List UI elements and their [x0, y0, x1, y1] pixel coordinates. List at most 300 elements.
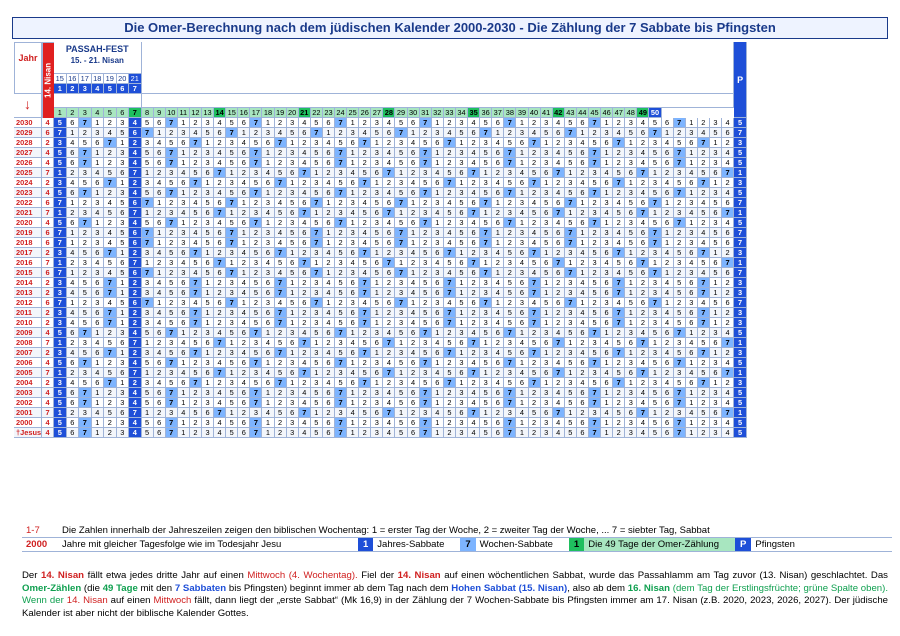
weekday-cell: 7 — [420, 118, 432, 128]
weekday-cell: 7 — [311, 198, 323, 208]
omer-day-header: 25 — [347, 108, 359, 118]
weekday-cell: 6 — [238, 158, 250, 168]
weekday-cell: 7 — [79, 418, 92, 428]
weekday-cell: 6 — [238, 388, 250, 398]
weekday-cell: 5 — [420, 248, 432, 258]
weekday-cell: 5 — [480, 428, 492, 438]
weekday-cell: 3 — [142, 318, 154, 328]
weekday-cell: 3 — [54, 248, 67, 258]
weekday-cell: 4 — [154, 378, 166, 388]
weekday-cell: 1 — [54, 338, 67, 348]
weekday-cell: 3 — [347, 228, 359, 238]
weekday-cell: 7 — [190, 248, 202, 258]
weekday-cell: 2 — [662, 208, 674, 218]
weekday-cell: 3 — [565, 178, 577, 188]
year-cell: 2019 — [14, 228, 42, 238]
weekday-cell: 2 — [67, 208, 80, 218]
weekday-cell: 1 — [117, 308, 130, 318]
weekday-cell: 6 — [371, 368, 383, 378]
weekday-cell: 4 — [299, 428, 311, 438]
weekday-cell: 6 — [323, 398, 335, 408]
weekday-cell: 7 — [553, 368, 565, 378]
weekday-cell: 6 — [92, 178, 105, 188]
weekday-cell: 4 — [698, 268, 710, 278]
weekday-cell: 3 — [432, 228, 444, 238]
weekday-cell: 2 — [420, 228, 432, 238]
weekday-cell: 1 — [371, 288, 383, 298]
weekday-cell: 6 — [408, 358, 420, 368]
weekday-cell: 5 — [226, 188, 238, 198]
weekday-cell: 7 — [359, 308, 371, 318]
weekday-cell: 6 — [154, 118, 166, 128]
weekday-cell: 7 — [166, 158, 178, 168]
weekday-cell: 3 — [456, 158, 468, 168]
weekday-cell: 6 — [92, 308, 105, 318]
weekday-cell: 6 — [383, 198, 395, 208]
weekday-cell: 6 — [238, 358, 250, 368]
weekday-cell: 7 — [250, 358, 262, 368]
weekday-cell: 1 — [238, 228, 250, 238]
weekday-cell: 7 — [698, 248, 710, 258]
weekday-cell: 5 — [589, 138, 601, 148]
weekday-cell: 6 — [492, 158, 504, 168]
weekday-cell: 2 — [166, 268, 178, 278]
weekday-cell: 6 — [347, 318, 359, 328]
weekday-cell: 7 — [190, 378, 202, 388]
weekday-cell: 1 — [287, 308, 299, 318]
year-cell: 2023 — [14, 188, 42, 198]
weekday-cell: 2 — [166, 228, 178, 238]
weekday-cell: 7 — [335, 158, 347, 168]
omer-day-header: 11 — [178, 108, 190, 118]
weekday-cell: 5 — [734, 118, 747, 128]
weekday-cell: 5 — [104, 208, 117, 218]
weekday-cell: 7 — [335, 118, 347, 128]
weekday-cell: 7 — [468, 208, 480, 218]
weekday-cell: 7 — [166, 218, 178, 228]
weekday-cell: 7 — [129, 208, 142, 218]
weekday-cell: 2 — [613, 188, 625, 198]
weekday-cell: 4 — [214, 118, 226, 128]
weekday-cell: 5 — [444, 368, 456, 378]
weekday-cell: 5 — [166, 138, 178, 148]
weekday-cell: 3 — [178, 238, 190, 248]
weekday-cell: 7 — [444, 138, 456, 148]
weekday-cell: 6 — [516, 278, 528, 288]
omer-day-header: 19 — [275, 108, 287, 118]
weekday-cell: 7 — [335, 388, 347, 398]
weekday-cell: 4 — [299, 358, 311, 368]
weekday-cell: 4 — [637, 148, 649, 158]
weekday-cell: 6 — [238, 118, 250, 128]
weekday-cell: 6 — [262, 318, 274, 328]
weekday-cell: 7 — [250, 418, 262, 428]
weekday-cell: 4 — [516, 368, 528, 378]
weekday-cell: 7 — [468, 338, 480, 348]
weekday-cell: 2 — [129, 318, 142, 328]
weekday-cell: 1 — [565, 368, 577, 378]
weekday-cell: 1 — [577, 298, 589, 308]
weekday-cell: 1 — [117, 318, 130, 328]
weekday-cell: 2 — [275, 148, 287, 158]
weekday-cell: 5 — [311, 358, 323, 368]
weekday-cell: 1 — [202, 278, 214, 288]
weekday-cell: 7 — [359, 138, 371, 148]
weekday-cell: 3 — [541, 188, 553, 198]
weekday-cell: 3 — [142, 278, 154, 288]
weekday-cell: 2 — [214, 378, 226, 388]
weekday-cell: 7 — [529, 308, 541, 318]
weekday-cell: 6 — [492, 218, 504, 228]
weekday-cell: 2 — [674, 268, 686, 278]
weekday-cell: 7 — [214, 168, 226, 178]
weekday-cell: 3 — [54, 178, 67, 188]
weekday-cell: 3 — [686, 298, 698, 308]
weekday-cell: 4 — [516, 408, 528, 418]
weekday-cell: 7 — [275, 378, 287, 388]
weekday-cell: 2 — [166, 298, 178, 308]
weekday-cell: 4 — [275, 238, 287, 248]
weekday-cell: 4 — [190, 268, 202, 278]
weekday-cell: 2 — [613, 398, 625, 408]
passah-day-header: 1 — [54, 84, 67, 94]
weekday-cell: 3 — [335, 408, 347, 418]
weekday-cell: 4 — [698, 128, 710, 138]
weekday-cell: 6 — [238, 398, 250, 408]
weekday-cell: 4 — [613, 268, 625, 278]
weekday-cell: 5 — [565, 418, 577, 428]
year-cell: 2024 — [14, 178, 42, 188]
weekday-cell: 7 — [504, 188, 516, 198]
weekday-cell: 1 — [408, 298, 420, 308]
weekday-cell: 4 — [601, 168, 613, 178]
weekday-cell: 7 — [722, 338, 734, 348]
nisan14-header: 14. Nisan — [42, 42, 54, 118]
weekday-cell: 6 — [625, 258, 637, 268]
weekday-cell: 4 — [154, 278, 166, 288]
weekday-cell: 5 — [79, 138, 92, 148]
weekday-cell: 5 — [275, 338, 287, 348]
weekday-cell: 7 — [129, 338, 142, 348]
weekday-cell: 6 — [601, 308, 613, 318]
weekday-cell: 6 — [154, 328, 166, 338]
omer-day-header: 24 — [335, 108, 347, 118]
weekday-cell: 5 — [287, 298, 299, 308]
weekday-cell: 5 — [335, 288, 347, 298]
weekday-cell: 6 — [178, 378, 190, 388]
weekday-cell: 7 — [104, 318, 117, 328]
nisan14-weekday: 4 — [42, 188, 54, 198]
weekday-cell: 1 — [432, 398, 444, 408]
weekday-cell: 4 — [190, 128, 202, 138]
weekday-cell: 1 — [238, 298, 250, 308]
nisan14-weekday: 4 — [42, 218, 54, 228]
weekday-cell: 1 — [92, 388, 105, 398]
weekday-cell: 4 — [383, 358, 395, 368]
weekday-cell: 4 — [662, 278, 674, 288]
weekday-cell: 2 — [250, 238, 262, 248]
nisan14-weekday: 4 — [42, 428, 54, 438]
weekday-cell: 1 — [262, 418, 274, 428]
weekday-cell: 1 — [178, 418, 190, 428]
weekday-cell: 5 — [734, 418, 747, 428]
weekday-cell: 3 — [541, 388, 553, 398]
text-run: fällt etwa jedes dritte Jahr auf einen — [84, 570, 248, 581]
weekday-cell: 4 — [722, 148, 734, 158]
weekday-cell: 5 — [190, 258, 202, 268]
weekday-cell: 7 — [226, 268, 238, 278]
weekday-cell: 1 — [516, 398, 528, 408]
weekday-cell: 2 — [275, 418, 287, 428]
weekday-cell: 4 — [698, 238, 710, 248]
weekday-cell: 6 — [686, 288, 698, 298]
weekday-cell: 2 — [637, 278, 649, 288]
weekday-cell: 7 — [79, 388, 92, 398]
weekday-cell: 3 — [686, 268, 698, 278]
weekday-cell: 7 — [335, 428, 347, 438]
weekday-cell: 5 — [395, 428, 407, 438]
text-run: , also ab dem — [567, 582, 628, 594]
weekday-cell: 3 — [625, 418, 637, 428]
weekday-cell: 6 — [541, 408, 553, 418]
weekday-cell: 5 — [226, 398, 238, 408]
weekday-cell: 1 — [734, 338, 747, 348]
nisan14-weekday: 2 — [42, 248, 54, 258]
weekday-cell: 4 — [299, 418, 311, 428]
weekday-cell: 5 — [698, 408, 710, 418]
weekday-cell: 1 — [565, 208, 577, 218]
weekday-cell: 5 — [79, 178, 92, 188]
weekday-cell: 7 — [637, 208, 649, 218]
weekday-cell: 3 — [674, 368, 686, 378]
weekday-cell: 5 — [541, 298, 553, 308]
weekday-cell: 1 — [516, 218, 528, 228]
weekday-cell: 4 — [129, 358, 142, 368]
legend-label: Pfingsten — [755, 539, 795, 550]
weekday-cell: 7 — [142, 268, 154, 278]
nisan14-weekday: 2 — [42, 348, 54, 358]
weekday-cell: 6 — [92, 248, 105, 258]
omer-day-header: 35 — [468, 108, 480, 118]
weekday-cell: 7 — [299, 168, 311, 178]
weekday-cell: 2 — [553, 178, 565, 188]
weekday-cell: 7 — [649, 228, 661, 238]
weekday-cell: 3 — [202, 418, 214, 428]
weekday-cell: 3 — [432, 268, 444, 278]
weekday-cell: 1 — [226, 168, 238, 178]
weekday-cell: 4 — [662, 178, 674, 188]
weekday-cell: 7 — [142, 128, 154, 138]
weekday-cell: 5 — [190, 408, 202, 418]
weekday-cell: 4 — [553, 428, 565, 438]
weekday-cell: 7 — [214, 408, 226, 418]
weekday-cell: 3 — [142, 288, 154, 298]
weekday-cell: 5 — [395, 158, 407, 168]
weekday-cell: 4 — [722, 158, 734, 168]
weekday-cell: 6 — [408, 428, 420, 438]
omer-day-header: 34 — [456, 108, 468, 118]
weekday-cell: 7 — [722, 258, 734, 268]
weekday-cell: 4 — [662, 288, 674, 298]
omer-day-header: 43 — [565, 108, 577, 118]
weekday-cell: 1 — [516, 328, 528, 338]
weekday-cell: 4 — [359, 198, 371, 208]
weekday-cell: 7 — [335, 358, 347, 368]
omer-day-header: 49 — [637, 108, 649, 118]
weekday-cell: 3 — [589, 338, 601, 348]
weekday-cell: 4 — [601, 258, 613, 268]
weekday-cell: 7 — [79, 148, 92, 158]
weekday-cell: 3 — [226, 178, 238, 188]
weekday-cell: 7 — [166, 328, 178, 338]
weekday-cell: 1 — [226, 368, 238, 378]
weekday-cell: 6 — [710, 208, 722, 218]
weekday-cell: 5 — [117, 268, 130, 278]
weekday-cell: 6 — [154, 418, 166, 428]
weekday-cell: 7 — [54, 198, 67, 208]
weekday-cell: 7 — [613, 348, 625, 358]
weekday-cell: 3 — [649, 288, 661, 298]
weekday-cell: 7 — [613, 288, 625, 298]
weekday-cell: 3 — [649, 318, 661, 328]
omer-day-header: 32 — [432, 108, 444, 118]
weekday-cell: 3 — [250, 408, 262, 418]
weekday-cell: 5 — [250, 248, 262, 258]
weekday-cell: 4 — [613, 128, 625, 138]
weekday-cell: 5 — [54, 388, 67, 398]
weekday-cell: 3 — [674, 338, 686, 348]
weekday-cell: 1 — [686, 328, 698, 338]
weekday-cell: 1 — [347, 358, 359, 368]
weekday-cell: 2 — [504, 198, 516, 208]
nisan-day-header: 15 — [54, 74, 67, 84]
weekday-cell: 3 — [335, 258, 347, 268]
weekday-cell: 5 — [190, 368, 202, 378]
weekday-cell: 1 — [226, 338, 238, 348]
weekday-cell: 5 — [480, 418, 492, 428]
weekday-cell: 3 — [420, 208, 432, 218]
weekday-cell: 3 — [142, 138, 154, 148]
weekday-cell: 7 — [166, 118, 178, 128]
text-run: (dem Tag der Erstlingsfrüchte; grüne Spalte oben). Wenn der — [22, 582, 888, 607]
weekday-cell: 5 — [166, 378, 178, 388]
weekday-cell: 2 — [504, 268, 516, 278]
weekday-cell: 2 — [468, 288, 480, 298]
weekday-cell: 3 — [516, 198, 528, 208]
weekday-cell: 4 — [154, 248, 166, 258]
weekday-cell: 3 — [516, 128, 528, 138]
weekday-cell: 5 — [565, 148, 577, 158]
weekday-cell: 2 — [662, 168, 674, 178]
weekday-cell: 1 — [238, 268, 250, 278]
weekday-cell: 1 — [262, 358, 274, 368]
weekday-cell: 4 — [577, 378, 589, 388]
weekday-cell: 6 — [516, 288, 528, 298]
weekday-cell: 6 — [492, 398, 504, 408]
weekday-cell: 1 — [395, 338, 407, 348]
weekday-cell: 6 — [710, 258, 722, 268]
weekday-cell: 2 — [589, 128, 601, 138]
weekday-cell: 2 — [468, 348, 480, 358]
nisan14-weekday: 7 — [42, 208, 54, 218]
weekday-cell: 5 — [734, 158, 747, 168]
weekday-cell: 2 — [67, 408, 80, 418]
weekday-cell: 2 — [577, 408, 589, 418]
weekday-cell: 2 — [129, 348, 142, 358]
weekday-cell: 2 — [67, 258, 80, 268]
weekday-cell: 6 — [238, 428, 250, 438]
weekday-cell: 1 — [347, 188, 359, 198]
weekday-cell: 5 — [698, 168, 710, 178]
weekday-cell: 6 — [202, 168, 214, 178]
weekday-cell: 3 — [287, 218, 299, 228]
weekday-cell: 3 — [710, 218, 722, 228]
weekday-cell: 4 — [129, 158, 142, 168]
weekday-cell: 4 — [359, 298, 371, 308]
weekday-cell: 1 — [710, 348, 722, 358]
weekday-cell: 1 — [202, 178, 214, 188]
weekday-cell: 7 — [311, 228, 323, 238]
weekday-cell: 3 — [371, 158, 383, 168]
weekday-cell: 7 — [54, 128, 67, 138]
weekday-cell: 6 — [67, 428, 80, 438]
weekday-cell: 1 — [395, 368, 407, 378]
weekday-cell: 5 — [456, 268, 468, 278]
weekday-cell: 1 — [710, 178, 722, 188]
weekday-cell: 7 — [698, 378, 710, 388]
weekday-cell: 3 — [54, 308, 67, 318]
weekday-cell: 3 — [54, 318, 67, 328]
weekday-cell: 1 — [347, 418, 359, 428]
weekday-cell: 5 — [371, 298, 383, 308]
weekday-cell: 3 — [262, 198, 274, 208]
weekday-cell: 7 — [529, 318, 541, 328]
weekday-cell: 5 — [613, 258, 625, 268]
weekday-cell: 4 — [67, 318, 80, 328]
weekday-cell: 6 — [662, 328, 674, 338]
weekday-cell: 4 — [637, 188, 649, 198]
weekday-cell: 7 — [383, 368, 395, 378]
weekday-cell: 2 — [190, 418, 202, 428]
weekday-cell: 6 — [516, 378, 528, 388]
weekday-cell: 3 — [710, 158, 722, 168]
omer-day-header: 1 — [54, 108, 67, 118]
weekday-cell: 3 — [117, 398, 130, 408]
weekday-cell: 2 — [79, 298, 92, 308]
weekday-cell: 7 — [589, 148, 601, 158]
weekday-cell: 4 — [686, 408, 698, 418]
weekday-cell: 2 — [504, 298, 516, 308]
weekday-cell: 6 — [553, 228, 565, 238]
weekday-cell: 5 — [79, 318, 92, 328]
weekday-cell: 2 — [104, 398, 117, 408]
weekday-cell: 1 — [54, 408, 67, 418]
weekday-cell: 6 — [408, 218, 420, 228]
weekday-cell: 7 — [275, 178, 287, 188]
omer-day-header: 48 — [625, 108, 637, 118]
year-cell: 2003 — [14, 388, 42, 398]
weekday-cell: 7 — [649, 268, 661, 278]
weekday-cell: 6 — [492, 358, 504, 368]
weekday-cell: 7 — [335, 148, 347, 158]
weekday-cell: 1 — [395, 258, 407, 268]
weekday-cell: 4 — [662, 318, 674, 328]
weekday-cell: 4 — [323, 318, 335, 328]
weekday-cell: 1 — [662, 128, 674, 138]
weekday-cell: 3 — [565, 248, 577, 258]
pfingsten-header: P — [734, 42, 747, 118]
weekday-cell: 4 — [613, 298, 625, 308]
